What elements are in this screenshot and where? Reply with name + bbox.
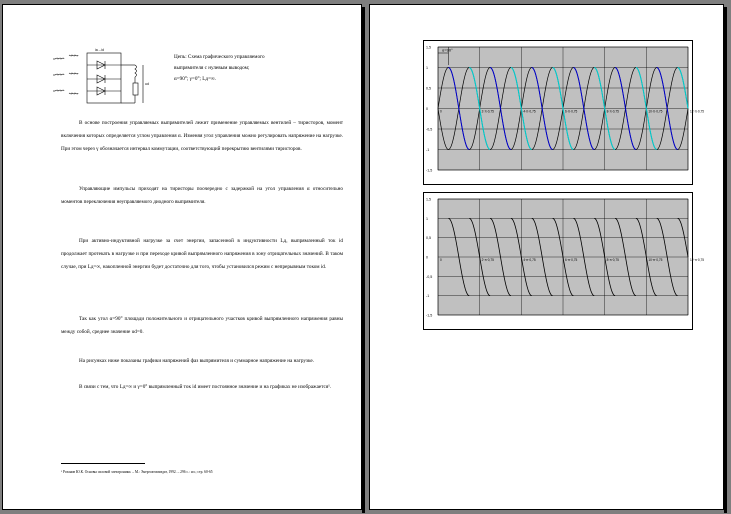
schematic-label-ud: ud <box>145 82 149 86</box>
x-tick-label: 10·π·0,75 <box>648 258 663 262</box>
page-shadow <box>724 7 727 513</box>
x-tick-label: 6·π·0,75 <box>565 258 578 262</box>
y-tick-label: -0,5 <box>426 274 433 279</box>
y-tick-label: 1,5 <box>426 197 431 202</box>
x-tick-label: 0 <box>440 109 442 114</box>
chart-load-voltage <box>423 192 705 330</box>
caption-line-3: α=90°; γ=0°; Lд=∞. <box>174 76 216 82</box>
alpha-annotation: α=90° <box>442 47 453 53</box>
paragraph-5: На рисунках ниже показаны графики напряжений фаз выпрямителя и суммарное напряжение на нагрузке. <box>79 358 314 364</box>
x-tick-label: 6·π·0,75 <box>565 109 578 114</box>
y-tick-label: 0 <box>426 107 428 111</box>
y-tick-label: -1 <box>426 148 430 152</box>
schematic-label: ia→id <box>95 48 104 52</box>
y-tick-label: -1,5 <box>426 168 433 173</box>
y-tick-label: 1,5 <box>426 45 431 50</box>
document-page-left <box>2 4 362 510</box>
y-tick-label: 0 <box>426 255 428 260</box>
x-tick-label: 8·π·0,75 <box>606 258 619 262</box>
rectifier-schematic <box>51 45 166 113</box>
caption-line-2: выпрямителя с нулевым выводом; <box>174 65 250 71</box>
y-tick-label: 0,5 <box>426 236 431 241</box>
y-tick-label: 1 <box>426 66 428 70</box>
x-tick-label: 0 <box>440 258 442 262</box>
x-tick-label: 2·π·0,75 <box>481 109 494 114</box>
x-tick-label: 12·π·0,75 <box>690 258 705 262</box>
chart-2-svg <box>424 193 705 331</box>
paragraph-6: В связи с тем, что Lд=∞ и γ=0° выпрямленный ток id имеет постоянное значение и на графиках не изображается¹. <box>79 384 332 390</box>
y-tick-label: -1,5 <box>426 313 433 318</box>
chart-1-svg <box>424 41 705 186</box>
footnote-divider <box>61 463 145 464</box>
caption-line-1: Цепь: Схема графического управляемого <box>174 54 265 60</box>
figure-caption <box>174 52 336 85</box>
x-tick-label: 4·π·0,75 <box>523 109 536 114</box>
x-tick-label: 2·π·0,75 <box>481 258 494 262</box>
x-tick-label: 10·π·0,75 <box>648 109 663 114</box>
paragraph-3: При активно-индуктивной нагрузке за счет энергии, запасенной в индуктивности Lд, выпрямленный ток id продолжает протекать в нагрузке и при переходе кривой выпрямленного напряжения в зону отрицательных значений. В таком случае, при Lд=∞, накопленной энергии будет достаточно для того, чтобы установился режим с непрерывным током id. <box>61 238 343 270</box>
page-shadow <box>362 7 365 513</box>
paragraph-1: В основе построения управляемых выпрямителей лежит применение управляемых вентилей – тиристоров, момент включения которых определяется углом управления α. Изменяя угол управления можно регулировать напряжение на нагрузке. При этом через γ обозначается интервал коммутации, соответствующий перекрытию вентилями тиристоров. <box>61 120 343 152</box>
footnote: ¹ Розанов Ю.К. Основы силовой электроники. – М.: Энергоатомиздат, 1992. – 296 с.: ил.; стр. 60-65 <box>61 470 213 474</box>
y-tick-label: 0,5 <box>426 86 431 91</box>
paragraph-4: Так как угол α=90° площади положительного и отрицательного участков кривой выпрямленного напряжения равны между собой, среднее значение ud=0. <box>61 316 343 335</box>
y-tick-label: -1 <box>426 294 430 299</box>
chart-phase-voltages <box>423 40 705 185</box>
x-tick-label: 12·π·0,75 <box>690 109 705 114</box>
paragraph-2: Управляющие импульсы приходят на тиристоры поочередно с задержкой на угол управления α относительно моментов переключения неуправляемого диодного выпрямителя. <box>61 186 343 205</box>
y-tick-label: -0,5 <box>426 127 433 132</box>
x-tick-label: 8·π·0,75 <box>606 109 619 114</box>
y-tick-label: 1 <box>426 216 428 221</box>
x-tick-label: 4·π·0,75 <box>523 258 536 262</box>
